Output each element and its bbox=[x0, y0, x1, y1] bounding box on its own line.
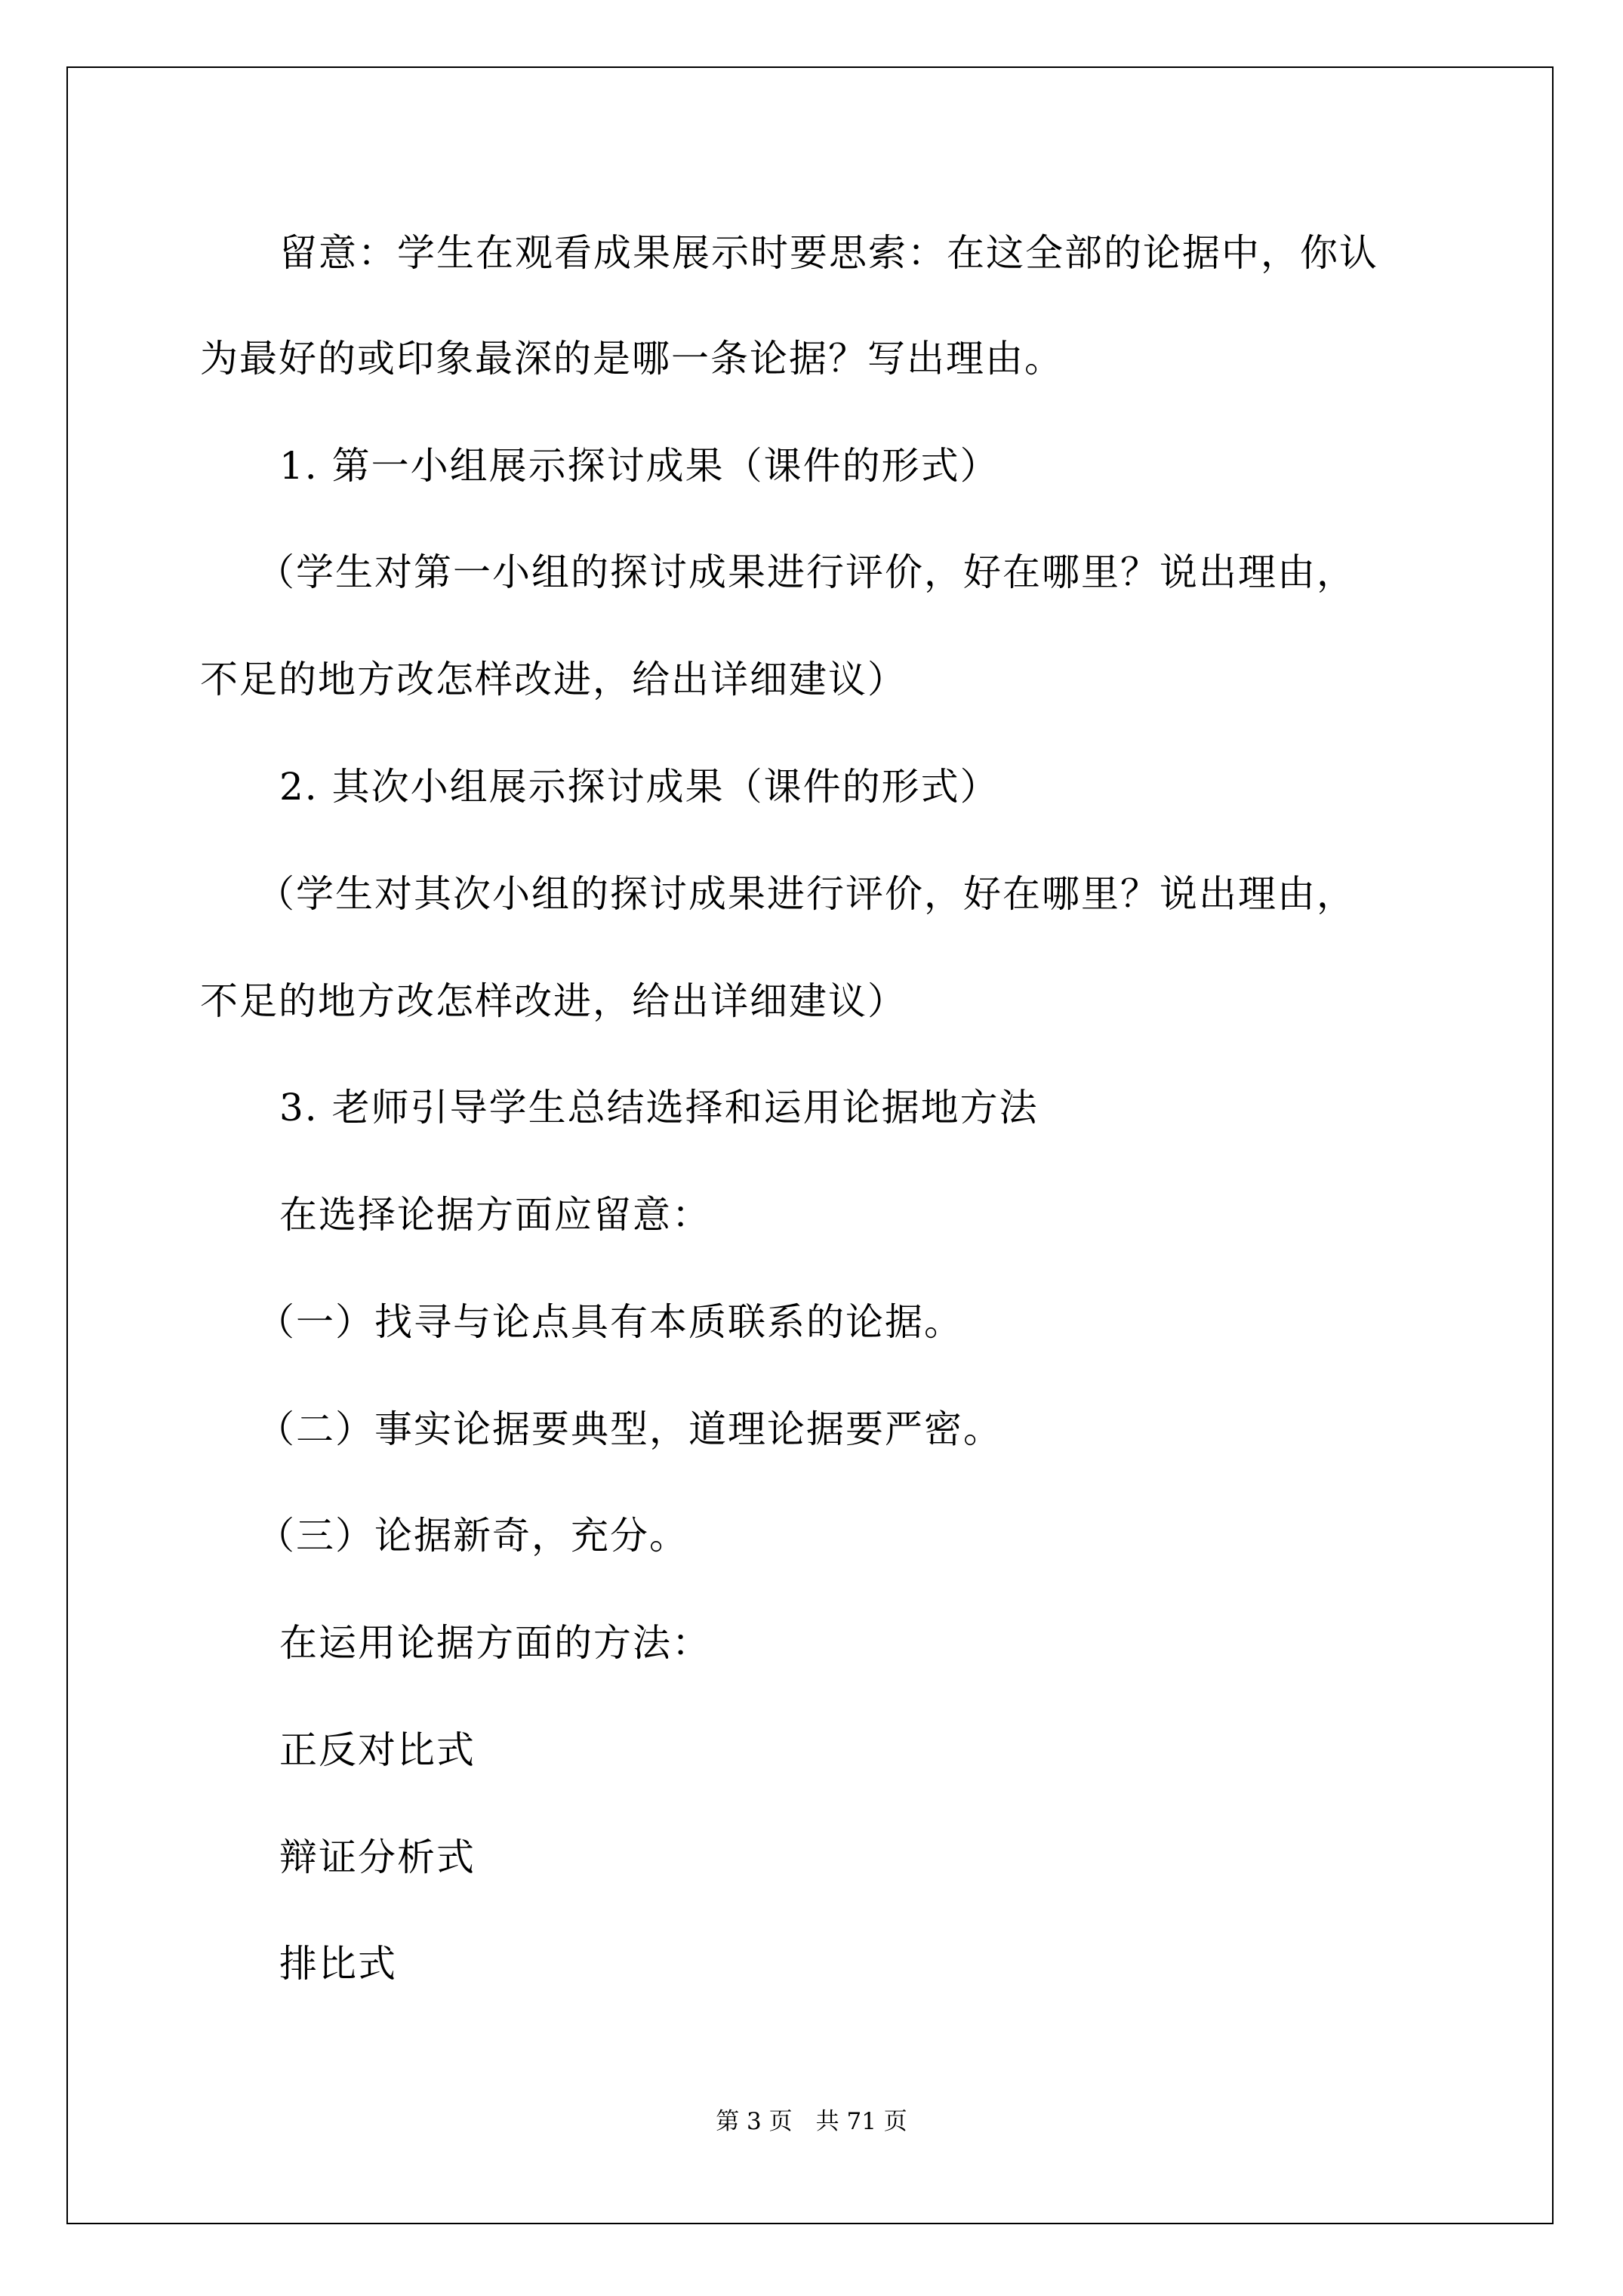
paragraph-line: 辩证分析式 bbox=[279, 1835, 476, 1879]
paragraph-line: 留意：学生在观看成果展示时要思索：在这全部的论据中，你认 bbox=[279, 231, 1378, 275]
paragraph-line: 3. 老师引导学生总结选择和运用论据地方法 bbox=[279, 1086, 1039, 1130]
paragraph-line: 2. 其次小组展示探讨成果（课件的形式） bbox=[279, 765, 999, 809]
paragraph-line: 正反对比式 bbox=[279, 1728, 476, 1772]
paragraph-line: 排比式 bbox=[279, 1942, 397, 1986]
paragraph-line: 1. 第一小组展示探讨成果（课件的形式） bbox=[279, 444, 999, 488]
page-number-footer: 第 3 页 共 71 页 bbox=[716, 2108, 907, 2135]
paragraph-line: （一）找寻与论点具有本质联系的论据。 bbox=[257, 1300, 963, 1344]
paragraph-line: 在运用论据方面的方法： bbox=[279, 1621, 711, 1665]
paragraph-line: （二）事实论据要典型，道理论据要严密。 bbox=[257, 1407, 1002, 1451]
paragraph-line: 不足的地方改怎样改进，给出详细建议） bbox=[200, 658, 907, 701]
page-frame bbox=[66, 66, 1554, 2224]
paragraph-line: 为最好的或印象最深的是哪一条论据？写出理由。 bbox=[200, 337, 1064, 381]
paragraph-line: 不足的地方改怎样改进，给出详细建议） bbox=[200, 979, 907, 1023]
paragraph-line: （学生对其次小组的探讨成果进行评价，好在哪里？说出理由， bbox=[257, 872, 1356, 916]
paragraph-line: 在选择论据方面应留意： bbox=[279, 1193, 711, 1237]
paragraph-line: （学生对第一小组的探讨成果进行评价，好在哪里？说出理由， bbox=[257, 550, 1356, 594]
paragraph-line: （三）论据新奇，充分。 bbox=[257, 1514, 688, 1558]
